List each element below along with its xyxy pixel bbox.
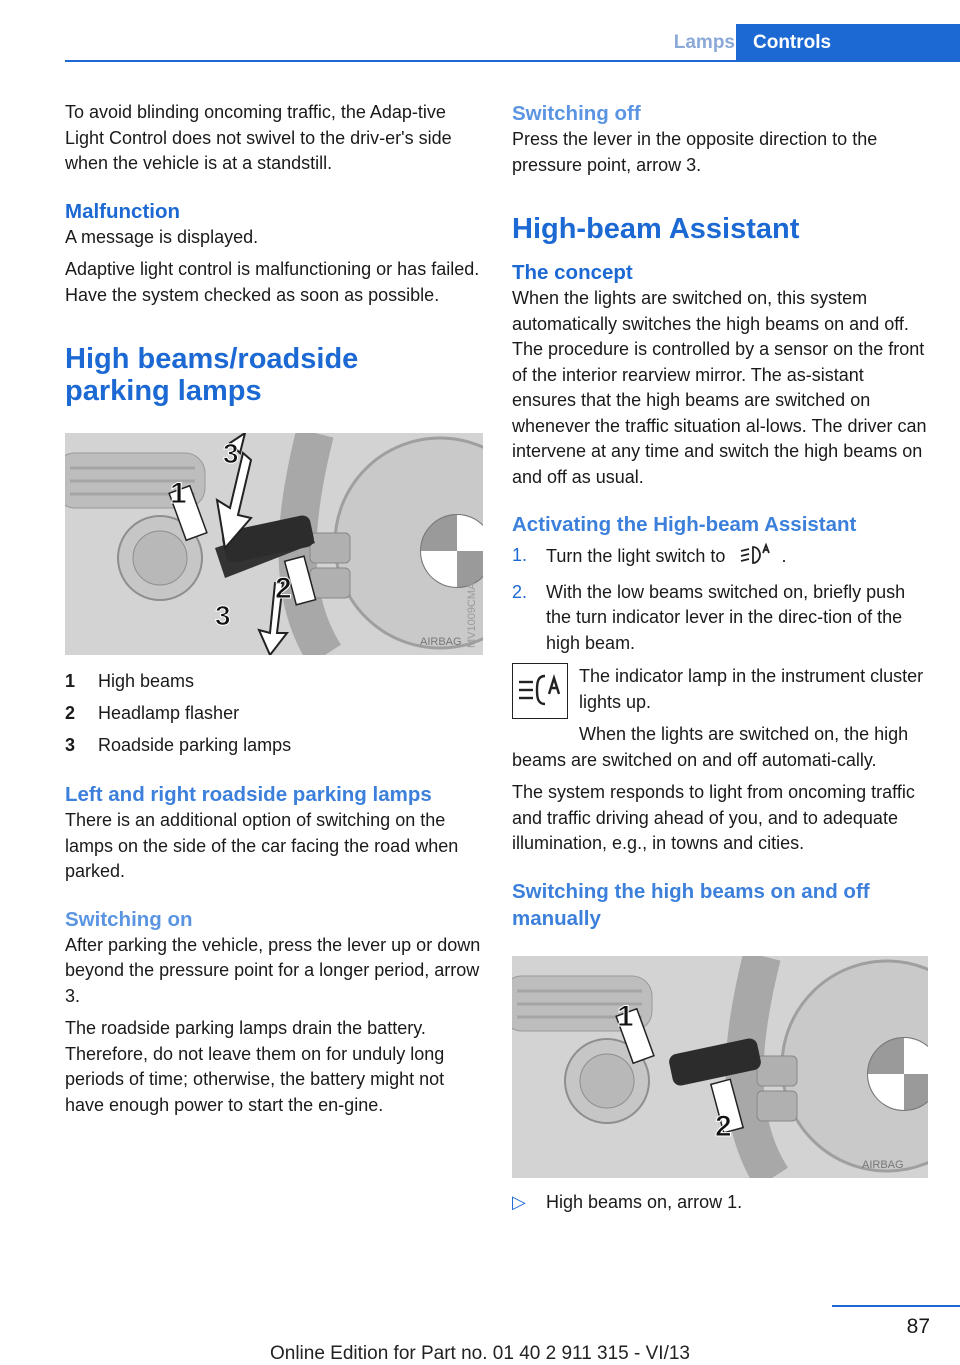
indicator-note [512, 663, 932, 722]
step-item [512, 543, 932, 573]
figure-arrow-2: 2 [715, 1109, 732, 1143]
activation-steps [512, 543, 932, 656]
step-number: 1. [512, 545, 528, 565]
header-rule [65, 60, 960, 62]
figure-code: MV1009CMA [466, 582, 478, 648]
concept-paragraph: When the lights are switched on, this system automatically switches the high beams on and off. The procedure is controlled by a sensor on the front of the interior rearview mirror. The as-sistant ensures that the high beams are switched on whenever the traffic situation al-lows. The driver can intervene at any time and switch the high beams on and off as usual. [512, 288, 927, 487]
legend-number: 2 [65, 703, 76, 723]
indicator-note-text [579, 663, 932, 722]
triangle-bullet-icon: ▷ [512, 1191, 526, 1212]
legend-label: Roadside parking lamps [98, 735, 292, 755]
legend-label: Headlamp flasher [98, 703, 240, 723]
lever-figure-2 [512, 956, 928, 1178]
parking-lamps-paragraph: There is an additional option of switching on the lamps on the side of the car facing the road when parked. [65, 810, 459, 881]
high-beam-assistant-icon [512, 663, 568, 719]
figure-legend [65, 665, 483, 761]
section-heading [65, 343, 483, 407]
bullet-item [512, 1190, 932, 1216]
parking-lamps-heading: Left and right roadside parking lamps [65, 783, 432, 806]
switching-off-paragraph: Press the lever in the opposite direction to the pressure point, arrow 3. [512, 129, 878, 175]
section-heading-line-1: High beams/roadside [65, 343, 359, 375]
step-item [512, 580, 932, 657]
lever-illustration-1 [65, 433, 483, 655]
indicator-note-paragraph: The indicator lamp in the instrument cluster lights up. [579, 666, 924, 712]
step-number: 2. [512, 581, 528, 602]
figure-arrow-3-bottom: 3 [215, 600, 231, 631]
figure-airbag-label: AIRBAG [862, 1158, 904, 1171]
switching-on-paragraph-1: After parking the vehicle, press the lever up or down beyond the pressure point for a longer period, arrow 3. [65, 934, 481, 1006]
right-column [512, 100, 932, 1215]
figure-airbag-label: AIRBAG [420, 636, 462, 648]
step-text-after: . [781, 546, 787, 566]
legend-number: 3 [65, 735, 76, 755]
activating-heading: Activating the High-beam Assistant [512, 513, 857, 536]
switching-on-paragraph-2: The roadside parking lamps drain the battery. Therefore, do not leave them on for unduly long periods of time; otherwise, the battery might not have enough power to start the en-gine. [65, 1018, 445, 1115]
footer-edition: Online Edition for Part no. 01 40 2 911 315 - VI/13 [269, 1343, 691, 1364]
figure-arrow-1: 1 [170, 477, 187, 510]
legend-item [65, 665, 483, 697]
malfunction-paragraph-1: A message is displayed. [65, 226, 259, 247]
legend-item [65, 697, 483, 729]
lever-figure-1 [65, 433, 483, 655]
malfunction-paragraph-2: Adaptive light control is malfunctioning or has failed. Have the system checked as soon as possible. [65, 259, 480, 305]
switching-on-heading: Switching on [65, 907, 193, 931]
step-text [546, 543, 932, 573]
figure-arrow-1: 1 [617, 999, 634, 1033]
switching-off-heading: Switching off [512, 102, 641, 125]
malfunction-heading: Malfunction [65, 199, 181, 223]
legend-number: 1 [65, 671, 76, 691]
section-heading-line-2: parking lamps [65, 375, 262, 407]
legend-label: High beams [98, 671, 195, 691]
headlight-auto-icon [740, 543, 770, 573]
left-column [65, 100, 483, 1125]
section-tab-lamps: Lamps [673, 32, 735, 53]
step-text: With the low beams switched on, briefly push the turn indicator lever in the direc-tion of the high beam. [546, 581, 906, 653]
responds-paragraph: The system responds to light from oncoming traffic and traffic driving ahead of you, and to adequate illumination, e.g., in towns and cities. [512, 782, 915, 853]
assistant-heading: High-beam Assistant [512, 213, 800, 245]
figure-arrow-2: 2 [275, 572, 292, 605]
manual-heading: Switching the high beams on and off manually [512, 879, 870, 930]
legend-item [65, 729, 483, 761]
concept-heading: The concept [512, 261, 633, 284]
lever-illustration-2 [512, 956, 928, 1178]
chapter-tab-controls: Controls [736, 24, 960, 61]
page-number: 87 [906, 1315, 930, 1338]
step-text-main: Turn the light switch to [546, 546, 726, 566]
footer-rule [832, 1305, 960, 1307]
intro-paragraph: To avoid blinding oncoming traffic, the Adap-tive Light Control does not swivel to the driv-er's side when the vehicle is at a standstill. [65, 102, 452, 173]
figure-arrow-3-top: 3 [223, 438, 239, 469]
bullet-text: High beams on, arrow 1. [546, 1191, 743, 1212]
auto-switch-paragraph: When the lights are switched on, the high beams are switched on and off automati-cally. [512, 724, 909, 770]
